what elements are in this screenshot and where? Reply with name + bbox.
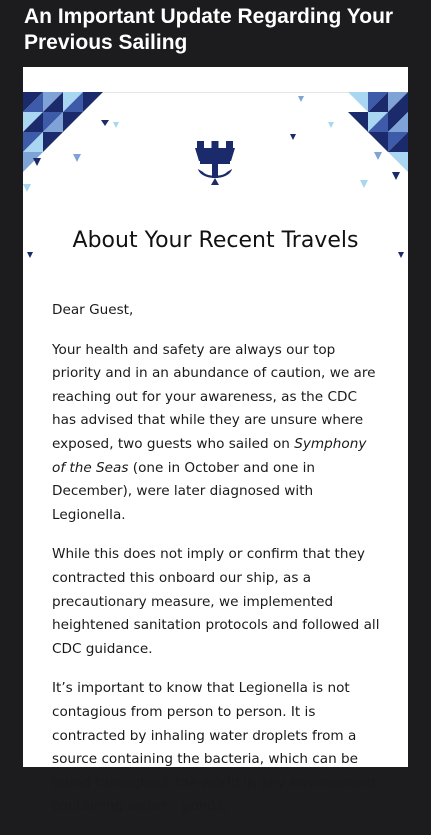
email-card-header-strip [23,67,408,93]
paragraph-legionella-info: It’s important to know that Legionella is not contagious from person to person. It is contracted by inhaling water droplets from a source containing the bacteria, which can be found throughout the world in any environment containing water – ponds, [52,680,377,815]
email-subject: An Important Update Regarding Your Previous Sailing [24,5,394,54]
ship-name: Symphony of the Seas [52,435,367,476]
royal-caribbean-crown-anchor-logo [193,139,237,185]
paragraph-health-safety [52,339,382,528]
paragraph-health-safety-before: Your health and safety are always our top priority and in an abundance of caution, we are reaching out for your awareness, as the CDC has advised that while they are unsure where exposed, two guests who sailed on [52,341,376,452]
email-body-card [23,67,408,815]
email-message-body [52,299,382,835]
paragraph-health-safety-after: (one in October and one in December), were later diagnosed with Legionella. [52,459,316,523]
greeting: Dear Guest, [52,302,134,318]
paragraph-precaution: While this does not imply or confirm that they contracted this onboard our ship, as a precautionary measure, we implemented heightened sanitation protocols and followed all CDC guidance. [52,546,380,657]
headline: About Your Recent Travels [72,228,359,253]
